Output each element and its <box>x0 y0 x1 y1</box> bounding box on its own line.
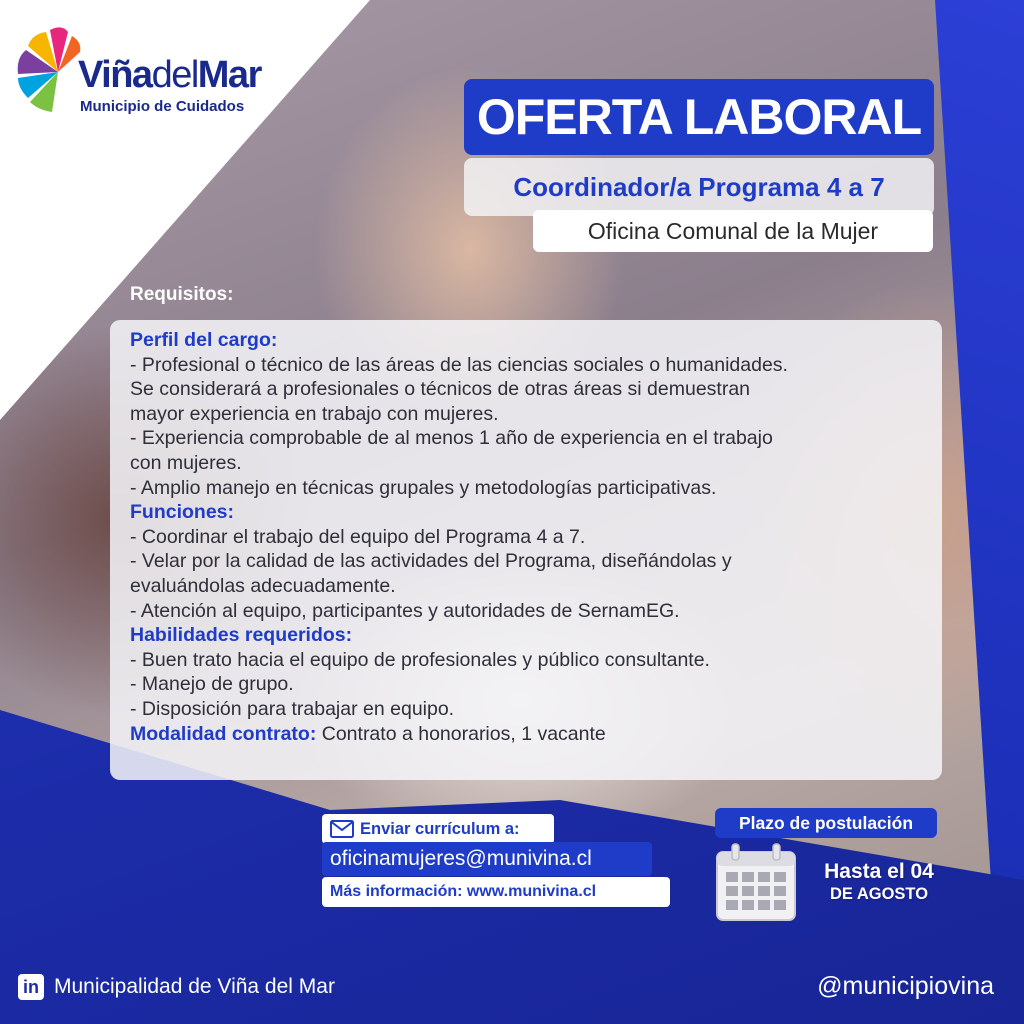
send-cv-text: Enviar currículum a: <box>360 819 520 838</box>
page-title: OFERTA LABORAL <box>476 89 922 145</box>
position-banner <box>464 158 934 216</box>
modalidad-heading: Modalidad contrato: <box>130 722 317 745</box>
requirements-card <box>110 320 942 780</box>
logo-tagline: Municipio de Cuidados <box>80 98 245 115</box>
modalidad-value: Contrato a honorarios, 1 vacante <box>321 722 606 745</box>
habilidades-line: - Buen trato hacia el equipo de profesionales y público consultante. <box>130 648 710 671</box>
requirements-label: Requisitos: <box>130 284 234 305</box>
perfil-heading: Perfil del cargo: <box>130 329 278 351</box>
calendar-icon <box>714 842 798 928</box>
funciones-line: - Atención al equipo, participantes y autoridades de SernamEG. <box>130 599 680 622</box>
deadline-line2: DE AGOSTO <box>829 885 929 903</box>
perfil-line: mayor experiencia en trabajo con mujeres. <box>130 402 499 425</box>
logo-wordmark: ViñadelMar <box>78 54 261 96</box>
deadline-line1: Hasta el 04 <box>824 860 934 883</box>
perfil-line: - Experiencia comprobable de al menos 1 año de experiencia en el trabajo <box>130 427 773 450</box>
perfil-line: - Profesional o técnico de las áreas de las ciencias sociales o humanidades. <box>130 353 788 376</box>
office-name: Oficina Comunal de la Mujer <box>587 217 879 244</box>
send-cv-label <box>322 814 554 844</box>
envelope-icon <box>330 820 354 838</box>
funciones-line: evaluándolas adecuadamente. <box>130 574 396 597</box>
habilidades-heading: Habilidades requeridos: <box>130 624 353 647</box>
funciones-line: - Velar por la calidad de las actividades del Programa, diseñándolas y <box>130 550 732 573</box>
social-handle[interactable]: @municipiovina <box>817 972 994 1000</box>
funciones-heading: Funciones: <box>130 501 235 524</box>
linkedin-name: Municipalidad de Viña del Mar <box>54 975 335 998</box>
habilidades-line: - Manejo de grupo. <box>130 673 294 696</box>
perfil-line: Se considerará a profesionales o técnicos de otras áreas si demuestran <box>130 378 751 401</box>
modalidad-row <box>130 722 926 747</box>
position-title: Coordinador/a Programa 4 a 7 <box>513 171 885 202</box>
flower-logo-icon <box>14 14 84 124</box>
more-info-link[interactable]: Más información: www.munivina.cl <box>322 877 670 907</box>
linkedin-icon: in <box>18 974 44 1000</box>
deadline-date <box>804 860 954 904</box>
funciones-line: - Coordinar el trabajo del equipo del Programa 4 a 7. <box>130 525 586 548</box>
office-banner <box>533 210 933 252</box>
linkedin-link[interactable] <box>18 974 335 1000</box>
email-link[interactable]: oficinamujeres@munivina.cl <box>322 842 652 876</box>
deadline-label: Plazo de postulación <box>715 808 937 838</box>
habilidades-line: - Disposición para trabajar en equipo. <box>130 697 455 720</box>
perfil-line: con mujeres. <box>130 451 242 474</box>
title-banner <box>464 79 934 155</box>
perfil-line: - Amplio manejo en técnicas grupales y metodologías participativas. <box>130 476 717 499</box>
vina-del-mar-logo <box>14 14 284 124</box>
